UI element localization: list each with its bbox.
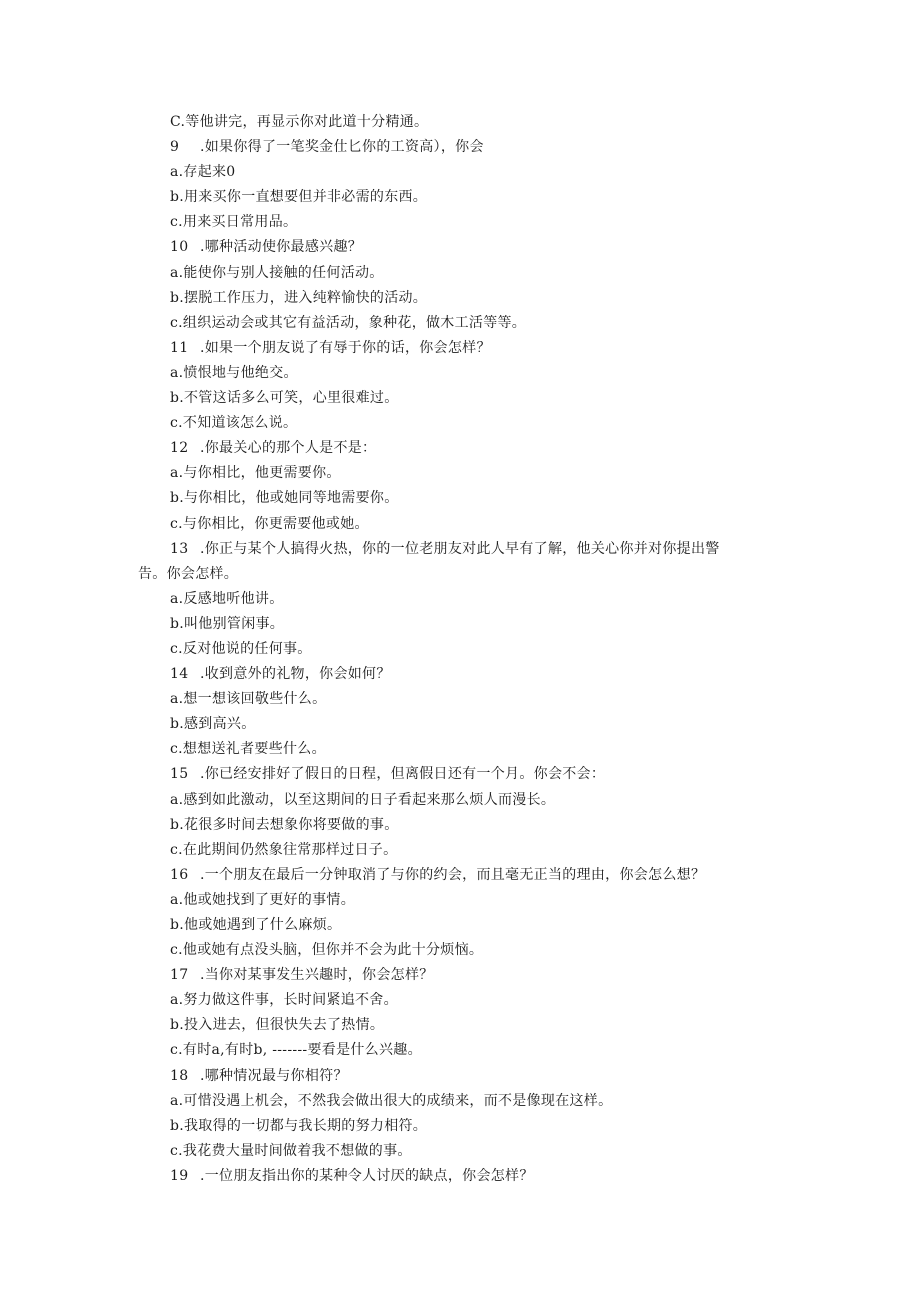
answer-option: b.叫他别管闲事。: [170, 615, 285, 632]
answer-option: a.能使你与别人接触的任何活动。: [170, 264, 384, 281]
question-text: .当你对某事发生兴趣时，你会怎样？: [200, 967, 434, 984]
question-number: 18: [170, 1067, 189, 1084]
question-number: 9: [170, 139, 180, 156]
question-line: [138, 762, 778, 787]
question-line: [138, 1064, 778, 1089]
answer-option: b.不管这话多么可笑，心里很难过。: [170, 390, 399, 407]
question-line: [138, 863, 778, 888]
question-number: 16: [170, 866, 189, 883]
answer-option: a.想一想该回敬些什么。: [170, 691, 327, 708]
question-text: .一个朋友在最后一分钟取消了与你的约会，而且毫无正当的理由，你会怎么想？: [200, 866, 706, 883]
answer-option: c.有时a,有时b, -------要看是什么兴趣。: [170, 1042, 422, 1059]
answer-option: b.花很多时间去想象你将要做的事。: [170, 816, 399, 833]
answer-option: c.想想送礼者要些什么。: [170, 741, 326, 758]
question-number: 14: [170, 666, 189, 683]
answer-option: a.反感地听他讲。: [170, 590, 284, 607]
question-number: 12: [170, 440, 189, 457]
answer-option: a.努力做这件事，长时间紧追不舍。: [170, 992, 398, 1009]
question-text: .如果一个朋友说了有辱于你的话，你会怎样？: [200, 339, 491, 356]
question-text: .你已经安排好了假日的日程，但离假日还有一个月。你会不会：: [200, 766, 606, 783]
answer-option: b.感到高兴。: [170, 716, 256, 733]
answer-option: b.我取得的一切都与我长期的努力相符。: [170, 1117, 428, 1134]
answer-option: b.与你相比，他或她同等地需要你。: [170, 490, 399, 507]
answer-option: c.与你相比，你更需要他或她。: [170, 515, 369, 532]
question-number: 11: [170, 339, 189, 356]
answer-option: a.他或她找到了更好的事情。: [170, 891, 355, 908]
question-text: .你正与某个人搞得火热，你的一位老朋友对此人早有了解，他关心你并对你提出警: [200, 540, 720, 557]
question-line: [138, 436, 778, 461]
answer-option: c.不知道该怎么说。: [170, 415, 298, 432]
answer-option: a.存起来0: [170, 164, 236, 181]
answer-option: b.用来买你一直想要但并非必需的东西。: [170, 189, 428, 206]
answer-option: C.等他讲完，再显示你对此道十分精通。: [170, 114, 429, 130]
answer-option: c.我花费大量时间做着我不想做的事。: [170, 1142, 412, 1159]
question-line: [138, 537, 778, 562]
question-line: [138, 662, 778, 687]
answer-option: c.在此期间仍然象往常那样过日子。: [170, 841, 398, 858]
answer-option: c.组织运动会或其它有益活动，象种花，做木工活等等。: [170, 314, 527, 331]
question-text: .一位朋友指出你的某种令人讨厌的缺点，你会怎样？: [200, 1167, 534, 1184]
answer-option: c.他或她有点没头脑，但你并不会为此十分烦恼。: [170, 942, 484, 959]
answer-option: b.他或她遇到了什么麻烦。: [170, 917, 342, 933]
question-line: [138, 1164, 778, 1189]
question-text: .你最关心的那个人是不是：: [200, 440, 377, 457]
question-text: .收到意外的礼物，你会如何？: [200, 666, 391, 683]
answer-option: a.感到如此激动，以至这期间的日子看起来那么烦人而漫长。: [170, 791, 556, 808]
answer-option: a.与你相比，他更需要你。: [170, 465, 341, 482]
question-number: 17: [170, 967, 189, 984]
question-line: [138, 963, 778, 988]
question-number: 19: [170, 1167, 189, 1184]
question-number: 13: [170, 540, 189, 557]
question-line: [138, 336, 778, 361]
question-continuation: 告。你会怎样。: [138, 565, 239, 582]
question-number: 10: [170, 239, 189, 256]
answer-option: b.摆脱工作压力，进入纯粹愉快的活动。: [170, 289, 428, 306]
questionnaire-text: [138, 110, 778, 1189]
answer-option: a.愤恨地与他绝交。: [170, 364, 298, 381]
question-text: .哪种活动使你最感兴趣？: [200, 239, 363, 256]
question-line: [138, 235, 778, 260]
question-number: 15: [170, 766, 189, 783]
answer-option: b.投入进去，但很快失去了热情。: [170, 1017, 385, 1034]
answer-option: c.用来买日常用品。: [170, 214, 298, 231]
answer-option: c.反对他说的任何事。: [170, 640, 312, 657]
question-text: .哪种情况最与你相符？: [200, 1067, 348, 1084]
answer-option: a.可惜没遇上机会，不然我会做出很大的成绩来，而不是像现在这样。: [170, 1092, 613, 1109]
question-line: [138, 135, 778, 160]
question-text: .如果你得了一笔奖金仕匕你的工资高），你会: [200, 139, 484, 156]
